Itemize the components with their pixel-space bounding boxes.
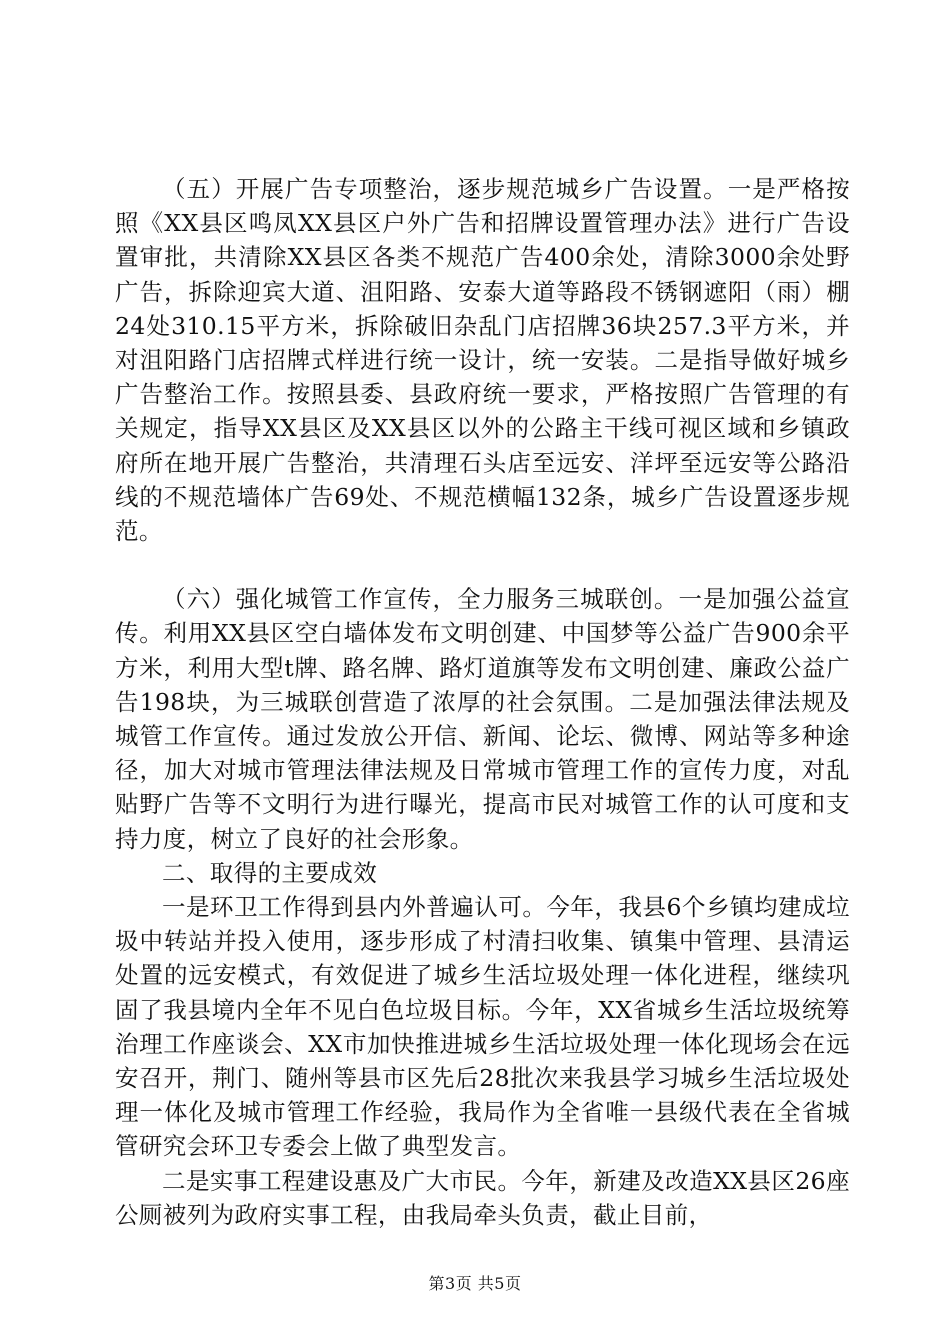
document-body: [115, 172, 850, 1232]
paragraph-public-projects: 二是实事工程建设惠及广大市民。今年，新建及改造XX县区26座公厕被列为政府实事工程，由我局牵头负责，截止目前，: [115, 1166, 850, 1229]
section-heading-achievements: 二、取得的主要成效: [162, 858, 378, 887]
paragraph-advertising-rectification: （五）开展广告专项整治，逐步规范城乡广告设置。一是严格按照《XX县区鸣凤XX县区户外广告和招牌设置管理办法》进行广告设置审批，共清除XX县区各类不规范广告400余处，清除3000余处野广告，拆除迎宾大道、沮阳路、安泰大道等路段不锈钢遮阳（雨）棚24处310.15平方米，拆除破旧杂乱门店招牌36块257.3平方米，并对沮阳路门店招牌式样进行统一设计，统一安装。二是指导做好城乡广告整治工作。按照县委、县政府统一要求，严格按照广告管理的有关规定，指导XX县区及XX县区以外的公路主干线可视区域和乡镇政府所在地开展广告整治，共清理石头店至远安、洋坪至远安等公路沿线的不规范墙体广告69处、不规范横幅132条，城乡广告设置逐步规范。: [115, 175, 850, 546]
paragraph-publicity: （六）强化城管工作宣传，全力服务三城联创。一是加强公益宣传。利用XX县区空白墙体发布文明创建、中国梦等公益广告900余平方米，利用大型t牌、路名牌、路灯道旗等发布文明创建、廉政公益广告198块，为三城联创营造了浓厚的社会氛围。二是加强法律法规及城管工作宣传。通过发放公开信、新闻、论坛、微博、网站等多种途径，加大对城市管理法律法规及日常城市管理工作的宣传力度，对乱贴野广告等不文明行为进行曝光，提高市民对城管工作的认可度和支持力度，树立了良好的社会形象。: [115, 585, 850, 853]
page-number-footer: 第3页 共5页: [428, 1274, 522, 1293]
paragraph-sanitation-recognition: 一是环卫工作得到县内外普遍认可。今年，我县6个乡镇均建成垃圾中转站并投入使用，逐步形成了村清扫收集、镇集中管理、县清运处置的远安模式，有效促进了城乡生活垃圾处理一体化进程，继续巩固了我县境内全年不见白色垃圾目标。今年，XX省城乡生活垃圾统筹治理工作座谈会、XX市加快推进城乡生活垃圾处理一体化现场会在远安召开，荆门、随州等县市区先后28批次来我县学习城乡生活垃圾处理一体化及城市管理工作经验，我局作为全省唯一县级代表在全省城管研究会环卫专委会上做了典型发言。: [115, 893, 850, 1161]
